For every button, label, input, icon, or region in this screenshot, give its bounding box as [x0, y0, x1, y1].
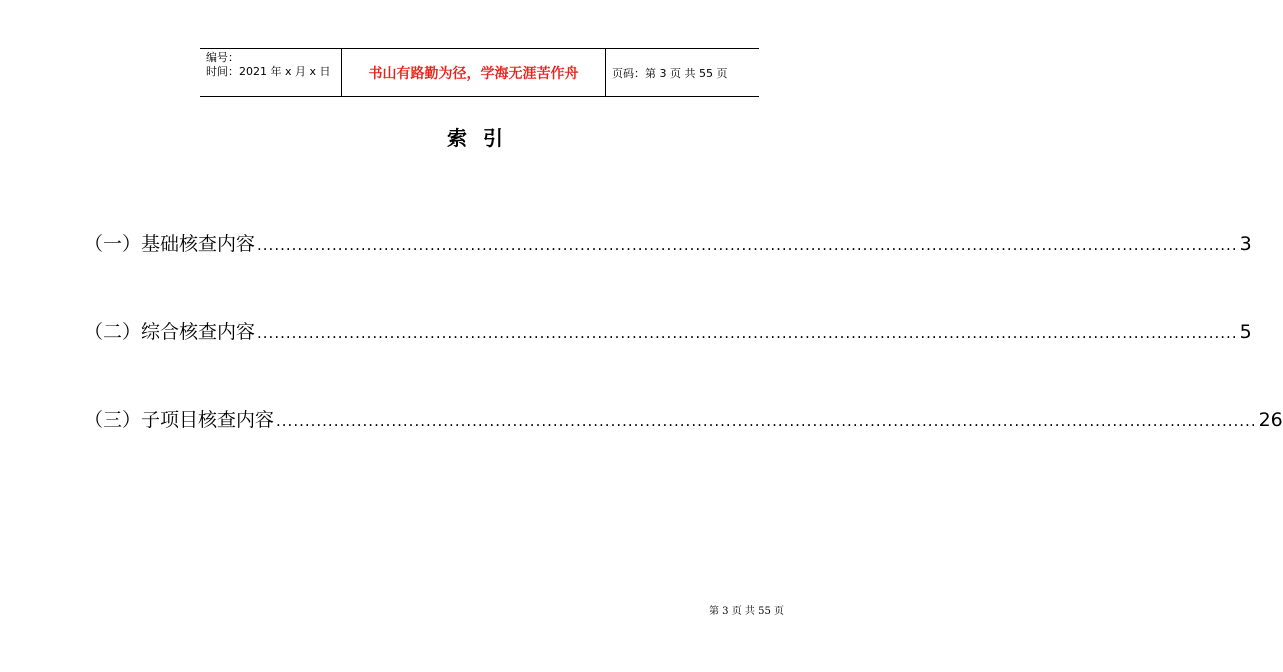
toc-entry-label: （一）基础核查内容	[84, 233, 256, 255]
page-footer: 第 3 页 共 55 页	[709, 606, 784, 617]
toc-entry[interactable]	[84, 318, 1252, 346]
toc-entry-page: 5	[1239, 321, 1252, 343]
toc-entry-page: 3	[1239, 233, 1252, 255]
page-title: 索引	[447, 126, 519, 150]
toc-entry-label: （二）综合核查内容	[84, 321, 256, 343]
header-page-code: 页码：第 3 页 共 55 页	[612, 66, 728, 80]
toc-dot-leader: ..........................................................................................................................................................................	[276, 412, 1257, 430]
toc-entry-page: 26	[1258, 409, 1283, 431]
document-time-label: 时间：2021 年 x 月 x 日	[206, 65, 331, 78]
toc-entry[interactable]	[84, 230, 1252, 258]
toc-entry-label: （三）子项目核查内容	[84, 409, 275, 431]
header-motto: 书山有路勤为径，学海无涯苦作舟	[342, 49, 606, 96]
document-number-label: 编号：	[206, 51, 239, 64]
page-header	[200, 48, 759, 97]
toc-dot-leader: ..........................................................................................................................................................................	[257, 324, 1238, 342]
toc-entry[interactable]	[84, 406, 1283, 434]
table-of-contents	[84, 230, 1283, 434]
header-info-cell	[200, 49, 342, 96]
toc-dot-leader: ..........................................................................................................................................................................	[257, 236, 1238, 254]
